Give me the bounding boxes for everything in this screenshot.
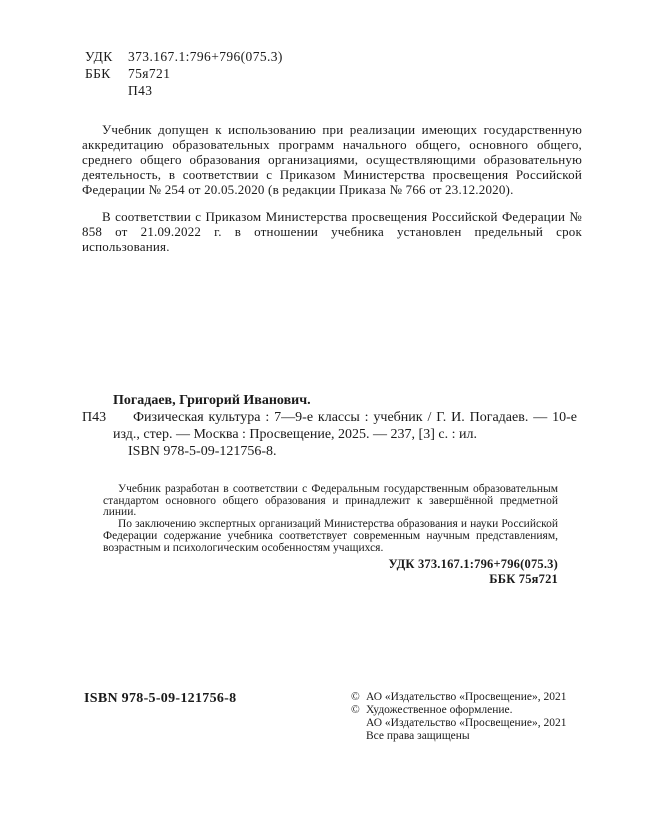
copyright-text: Художественное оформление. [366,704,513,716]
entry-author: Погадаев, Григорий Иванович. [113,393,311,408]
author-sign-top: П43 [128,83,153,98]
copyright-symbol: © [351,704,360,716]
entry-isbn: ISBN 978-5-09-121756-8. [128,444,277,459]
copyright-symbol [351,730,366,743]
usage-term-paragraph: В соответствии с Приказом Министерства просвещения Российской Федерации № 858 от 21.09.2022 г. в отношении учебника установлен предельный срок использования. [82,209,582,254]
classification-block-top [85,48,283,99]
copyright-text: АО «Издательство «Просвещение», 2021 [366,717,567,729]
accreditation-block [82,122,582,254]
entry-description: Физическая культура : 7—9-е классы : учебник / Г. И. Погадаев. — 10-е изд., стер. — Москва : Просвещение, 2025. — 237, [3] с. : ил. [113,410,577,442]
author-sign-entry: П43 [82,410,107,425]
udk-label: УДК [85,49,113,64]
copyright-line [351,704,587,717]
author-sign-row [85,82,283,99]
accreditation-paragraph: Учебник допущен к использованию при реализации имеющих государственную аккредитацию образовательных программ начального общего, основного общего, среднего общего образования организациями, осуществляющими образовательную деятельность, в соответствии с Приказом Министерства просвещения Российской Федерации № 254 от 20.05.2020 (в редакции Приказа № 766 от 23.12.2020). [82,122,582,197]
bbk-value: 75я721 [128,66,171,81]
annotation-block [103,484,558,554]
author-sign-spacer [85,82,128,99]
bbk-row [85,65,283,82]
copyright-line [351,717,587,730]
catalog-entry [82,392,577,460]
bbk-label: ББК [85,66,111,81]
copyright-text: Все права защищены [366,730,470,742]
annotation-paragraph-1: Учебник разработан в соответствии с Федеральным государственным образовательным стандартом основного общего образования и принадлежит к завершённой предметной линии. [103,483,558,519]
udk-value: 373.167.1:796+796(075.3) [128,49,283,64]
copyright-symbol: © [351,691,360,703]
copyright-symbol [351,717,366,730]
copyright-line [351,730,587,743]
isbn-footer: ISBN 978-5-09-121756-8 [84,691,237,706]
classification-block-bottom [103,557,558,587]
bbk-footer: ББК 75я721 [489,572,558,586]
udk-row [85,48,283,65]
udk-footer: УДК 373.167.1:796+796(075.3) [388,557,558,571]
copyright-block [351,691,587,743]
copyright-text: АО «Издательство «Просвещение», 2021 [366,691,567,703]
copyright-line [351,691,587,704]
annotation-paragraph-2: По заключению экспертных организаций Министерства образования и науки Российской Федерации содержание учебника соответствует современным научным представлениям, возрастным и психологическим особенностям учащихся. [103,518,558,554]
